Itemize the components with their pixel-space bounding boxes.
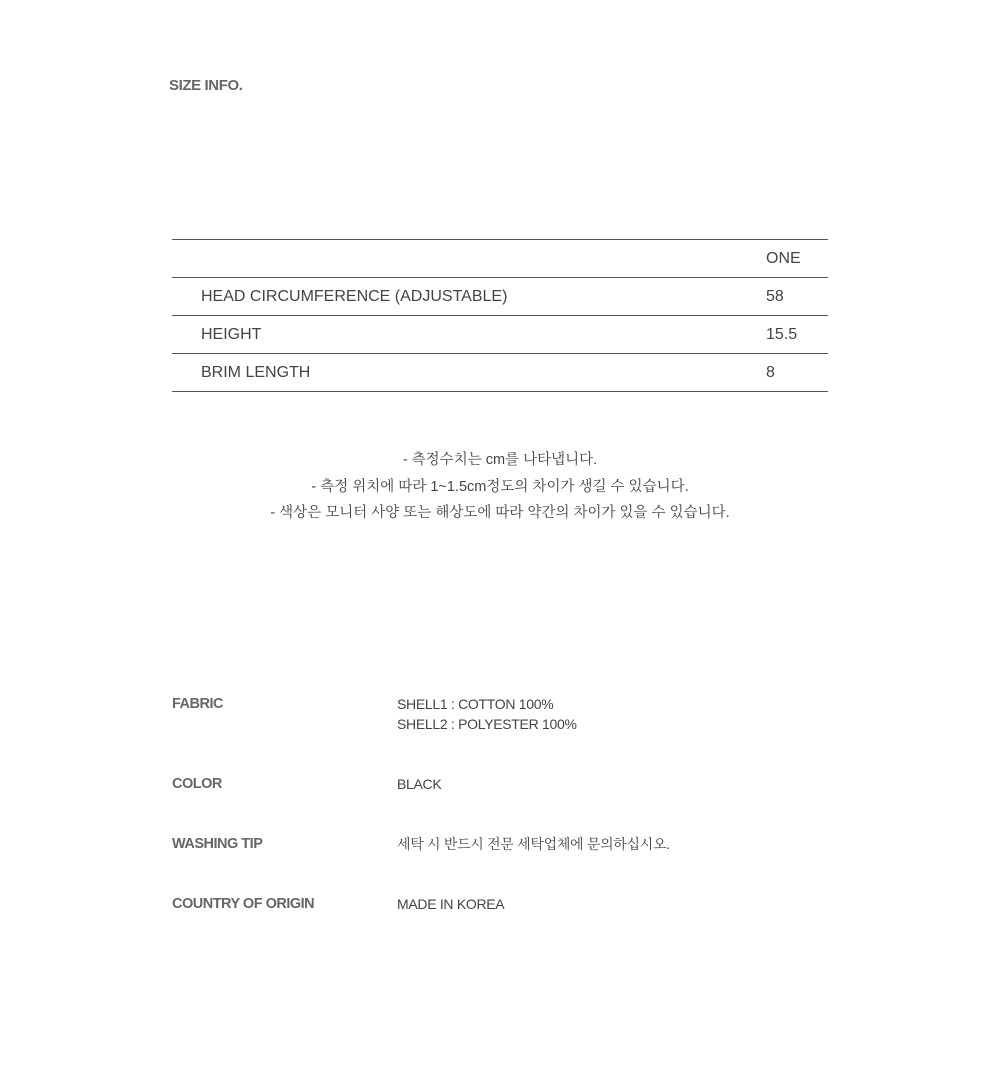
note-line: - 측정 위치에 따라 1~1.5cm정도의 차이가 생길 수 있습니다. bbox=[311, 478, 689, 495]
fabric-line: SHELL1 : COTTON 100% bbox=[397, 696, 554, 712]
table-row bbox=[172, 354, 828, 392]
color-value: BLACK bbox=[397, 776, 442, 792]
fabric-label: FABRIC bbox=[172, 696, 223, 712]
note-line: - 색상은 모니터 사양 또는 해상도에 따라 약간의 차이가 있을 수 있습니다. bbox=[270, 505, 730, 521]
note-line: - 측정수치는 cm를 나타냅니다. bbox=[402, 452, 598, 468]
size-table bbox=[172, 239, 828, 392]
table-row bbox=[172, 316, 828, 354]
country-of-origin-label: COUNTRY OF ORIGIN bbox=[172, 896, 315, 912]
washing-tip-label: WASHING TIP bbox=[172, 836, 263, 852]
measurement-value: 8 bbox=[766, 363, 775, 381]
color-label: COLOR bbox=[172, 776, 222, 792]
table-header-empty-cell bbox=[172, 240, 766, 278]
measurement-label: HEIGHT bbox=[172, 316, 766, 354]
fabric-line: SHELL2 : POLYESTER 100% bbox=[397, 716, 577, 732]
measurement-label: BRIM LENGTH bbox=[201, 363, 311, 381]
table-header-row bbox=[172, 240, 828, 278]
measurement-notes bbox=[0, 447, 1000, 527]
fabric-value bbox=[397, 694, 577, 734]
country-of-origin-value: MADE IN KOREA bbox=[397, 896, 505, 912]
measurement-value: 15.5 bbox=[766, 316, 828, 354]
washing-tip-value: 세탁 시 반드시 전문 세탁업체에 문의하십시오. bbox=[397, 836, 670, 852]
table-column-header: ONE bbox=[766, 240, 828, 278]
measurement-value: 58 bbox=[766, 278, 828, 316]
section-heading: SIZE INFO. bbox=[169, 77, 243, 94]
measurement-label: HEAD CIRCUMFERENCE (ADJUSTABLE) bbox=[172, 278, 766, 316]
table-row bbox=[172, 278, 828, 316]
